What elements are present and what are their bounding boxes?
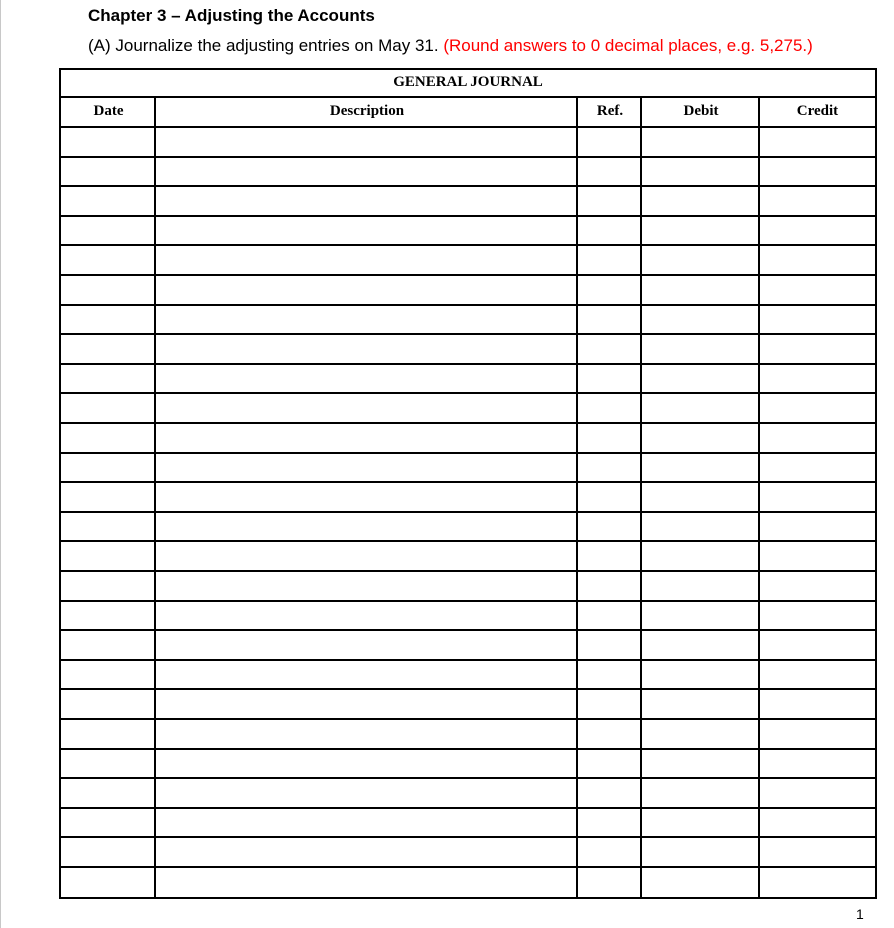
description-cell[interactable] (156, 513, 576, 541)
date-cell[interactable] (61, 513, 154, 541)
column-header-debit: Debit (683, 103, 719, 119)
instruction-line (88, 36, 813, 56)
ref-cell[interactable] (578, 306, 640, 334)
credit-cell[interactable] (760, 424, 875, 452)
ref-cell[interactable] (578, 572, 640, 600)
journal-row (61, 572, 875, 600)
ref-cell[interactable] (578, 424, 640, 452)
date-cell[interactable] (61, 424, 154, 452)
date-cell[interactable] (61, 631, 154, 659)
date-cell[interactable] (61, 572, 154, 600)
credit-cell[interactable] (760, 217, 875, 245)
debit-cell[interactable] (642, 335, 758, 363)
credit-cell[interactable] (760, 779, 875, 807)
ref-cell[interactable] (578, 276, 640, 304)
journal-row (61, 365, 875, 393)
description-cell[interactable] (156, 838, 576, 866)
debit-cell[interactable] (642, 572, 758, 600)
date-cell[interactable] (61, 602, 154, 630)
date-cell[interactable] (61, 335, 154, 363)
journal-row (61, 454, 875, 482)
debit-cell[interactable] (642, 720, 758, 748)
description-cell[interactable] (156, 572, 576, 600)
column-header-date: Date (93, 103, 124, 119)
journal-row (61, 542, 875, 570)
ref-cell[interactable] (578, 809, 640, 837)
date-cell[interactable] (61, 454, 154, 482)
ref-cell[interactable] (578, 750, 640, 778)
description-cell[interactable] (156, 335, 576, 363)
debit-cell[interactable] (642, 779, 758, 807)
debit-cell[interactable] (642, 483, 758, 511)
journal-row (61, 513, 875, 541)
description-cell[interactable] (156, 720, 576, 748)
date-cell[interactable] (61, 365, 154, 393)
journal-row (61, 483, 875, 511)
description-cell[interactable] (156, 187, 576, 215)
date-cell[interactable] (61, 690, 154, 718)
ref-cell[interactable] (578, 661, 640, 689)
date-cell[interactable] (61, 187, 154, 215)
debit-cell[interactable] (642, 750, 758, 778)
journal-row (61, 661, 875, 689)
journal-row (61, 335, 875, 363)
debit-cell[interactable] (642, 838, 758, 866)
description-cell[interactable] (156, 128, 576, 156)
chapter-title: Chapter 3 – Adjusting the Accounts (88, 6, 375, 25)
ref-cell[interactable] (578, 394, 640, 422)
debit-cell[interactable] (642, 631, 758, 659)
journal-header-row (61, 98, 875, 128)
date-cell[interactable] (61, 217, 154, 245)
date-cell[interactable] (61, 809, 154, 837)
ref-cell[interactable] (578, 513, 640, 541)
debit-cell[interactable] (642, 276, 758, 304)
description-cell[interactable] (156, 454, 576, 482)
debit-cell[interactable] (642, 542, 758, 570)
debit-cell[interactable] (642, 365, 758, 393)
date-cell[interactable] (61, 720, 154, 748)
journal-row (61, 394, 875, 422)
column-header-credit: Credit (796, 103, 839, 119)
ref-cell[interactable] (578, 838, 640, 866)
date-cell[interactable] (61, 750, 154, 778)
ref-cell[interactable] (578, 690, 640, 718)
date-cell[interactable] (61, 868, 154, 896)
description-cell[interactable] (156, 246, 576, 274)
credit-cell[interactable] (760, 750, 875, 778)
credit-cell[interactable] (760, 602, 875, 630)
credit-cell[interactable] (760, 335, 875, 363)
column-header-ref: Ref. (596, 103, 624, 119)
rounding-note: (Round answers to 0 decimal places, e.g. 5,275.) (443, 36, 813, 55)
description-cell[interactable] (156, 306, 576, 334)
credit-cell[interactable] (760, 661, 875, 689)
journal-row (61, 720, 875, 748)
date-cell[interactable] (61, 394, 154, 422)
ref-cell[interactable] (578, 868, 640, 896)
description-cell[interactable] (156, 424, 576, 452)
description-cell[interactable] (156, 750, 576, 778)
date-cell[interactable] (61, 128, 154, 156)
credit-cell[interactable] (760, 128, 875, 156)
credit-cell[interactable] (760, 187, 875, 215)
credit-cell[interactable] (760, 276, 875, 304)
credit-cell[interactable] (760, 483, 875, 511)
debit-cell[interactable] (642, 158, 758, 186)
date-cell[interactable] (61, 306, 154, 334)
journal-row (61, 631, 875, 659)
ref-cell[interactable] (578, 217, 640, 245)
journal-row (61, 306, 875, 334)
ref-cell[interactable] (578, 483, 640, 511)
description-cell[interactable] (156, 690, 576, 718)
debit-cell[interactable] (642, 513, 758, 541)
debit-cell[interactable] (642, 424, 758, 452)
journal-row (61, 246, 875, 274)
debit-cell[interactable] (642, 809, 758, 837)
description-cell[interactable] (156, 483, 576, 511)
journal-row (61, 779, 875, 807)
ref-cell[interactable] (578, 246, 640, 274)
date-cell[interactable] (61, 483, 154, 511)
date-cell[interactable] (61, 246, 154, 274)
debit-cell[interactable] (642, 217, 758, 245)
description-cell[interactable] (156, 661, 576, 689)
journal-row (61, 838, 875, 866)
description-cell[interactable] (156, 602, 576, 630)
ref-cell[interactable] (578, 602, 640, 630)
credit-cell[interactable] (760, 394, 875, 422)
description-cell[interactable] (156, 542, 576, 570)
date-cell[interactable] (61, 661, 154, 689)
date-cell[interactable] (61, 276, 154, 304)
credit-cell[interactable] (760, 838, 875, 866)
debit-cell[interactable] (642, 661, 758, 689)
description-cell[interactable] (156, 809, 576, 837)
credit-cell[interactable] (760, 542, 875, 570)
column-header-description: Description (329, 103, 405, 119)
ref-cell[interactable] (578, 779, 640, 807)
credit-cell[interactable] (760, 306, 875, 334)
credit-cell[interactable] (760, 809, 875, 837)
description-cell[interactable] (156, 394, 576, 422)
ref-cell[interactable] (578, 128, 640, 156)
ref-cell[interactable] (578, 631, 640, 659)
credit-cell[interactable] (760, 454, 875, 482)
credit-cell[interactable] (760, 720, 875, 748)
ref-cell[interactable] (578, 158, 640, 186)
description-cell[interactable] (156, 217, 576, 245)
date-cell[interactable] (61, 542, 154, 570)
date-cell[interactable] (61, 779, 154, 807)
journal-row (61, 217, 875, 245)
journal-row (61, 809, 875, 837)
description-cell[interactable] (156, 158, 576, 186)
ref-cell[interactable] (578, 542, 640, 570)
instruction-text: (A) Journalize the adjusting entries on May 31. (88, 36, 439, 55)
description-cell[interactable] (156, 868, 576, 896)
page-number: 1 (856, 906, 864, 922)
debit-cell[interactable] (642, 602, 758, 630)
date-cell[interactable] (61, 158, 154, 186)
journal-row (61, 690, 875, 718)
journal-row (61, 750, 875, 778)
credit-cell[interactable] (760, 572, 875, 600)
ref-cell[interactable] (578, 187, 640, 215)
debit-cell[interactable] (642, 187, 758, 215)
debit-cell[interactable] (642, 128, 758, 156)
credit-cell[interactable] (760, 690, 875, 718)
general-journal-table (59, 68, 877, 899)
description-cell[interactable] (156, 365, 576, 393)
debit-cell[interactable] (642, 394, 758, 422)
journal-row (61, 158, 875, 186)
credit-cell[interactable] (760, 631, 875, 659)
journal-row (61, 187, 875, 215)
credit-cell[interactable] (760, 365, 875, 393)
ref-cell[interactable] (578, 335, 640, 363)
credit-cell[interactable] (760, 158, 875, 186)
journal-row (61, 868, 875, 896)
journal-row (61, 276, 875, 304)
description-cell[interactable] (156, 276, 576, 304)
page-edge (0, 0, 1, 928)
description-cell[interactable] (156, 779, 576, 807)
journal-row (61, 128, 875, 156)
ref-cell[interactable] (578, 365, 640, 393)
debit-cell[interactable] (642, 306, 758, 334)
debit-cell[interactable] (642, 868, 758, 896)
description-cell[interactable] (156, 631, 576, 659)
debit-cell[interactable] (642, 246, 758, 274)
credit-cell[interactable] (760, 246, 875, 274)
ref-cell[interactable] (578, 454, 640, 482)
journal-row (61, 424, 875, 452)
debit-cell[interactable] (642, 690, 758, 718)
debit-cell[interactable] (642, 454, 758, 482)
ref-cell[interactable] (578, 720, 640, 748)
credit-cell[interactable] (760, 513, 875, 541)
date-cell[interactable] (61, 838, 154, 866)
journal-title: GENERAL JOURNAL (61, 70, 875, 98)
credit-cell[interactable] (760, 868, 875, 896)
journal-row (61, 602, 875, 630)
